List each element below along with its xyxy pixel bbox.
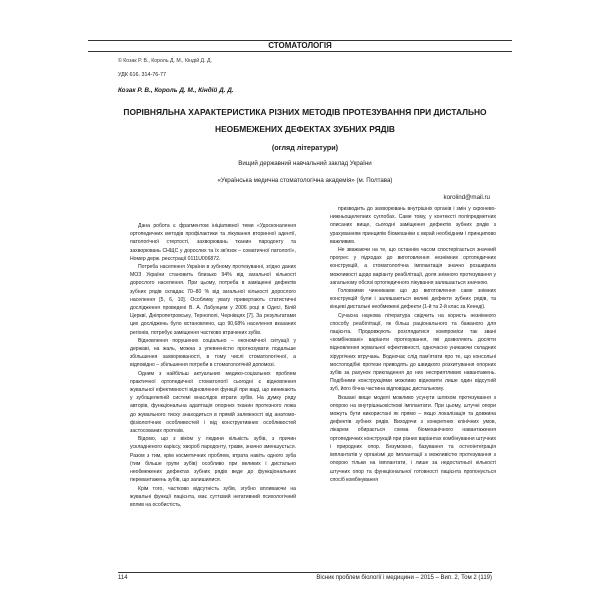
- affiliation-line-1: Вищий державний навчальний заклад України: [238, 160, 372, 167]
- copyright-line: © Козак Р. В., Король Д. М., Кіндій Д. Д.: [118, 58, 212, 64]
- author-email[interactable]: korolind@mail.ru: [443, 194, 490, 201]
- article-title: ПОРІВНЯЛЬНА ХАРАКТЕРИСТИКА РІЗНИХ МЕТОДІВ ПРОТЕЗУВАННЯ ПРИ ДИСТАЛЬНО НЕОБМЕЖЕНИХ ДЕФЕКТАХ ЗУБНИХ РЯДІВ: [123, 107, 487, 134]
- paragraph: Потреба населення України в зубному протезуванні, згідно даних МОЗ України становить близько 94% від загальної кількості дорослого населення. При цьому, потреба в заміщенні дефектів зубних рядів складає 70–80 % від загальної кількості дорослого населення [5, 6, 10]. Особливу увагу привертають статистичні дослідження проведені В. А. Лабунцем у 2006 році в Одесі, Білій Церкві, Дніпропетровську, Тернополі, Чернівцях [7]. За результатами цих досліджень було встановлено, що 90,68% населення вказаних регіонів, потребує заміщення частково втрачених зубів.: [130, 264, 296, 336]
- footer-divider: [118, 572, 492, 573]
- page-number: 114: [118, 575, 128, 581]
- paragraph: Не зважаючи на те, що останнім часом спостерігається значний прогрес у підходах до виготовлення незнімних ортопедичних конструкцій, а стоматологічна імплантація значно розширила можливості щодо варіанту реабілітації, доля знімного протезування у загальному обсязі ортопедичного лікування залишається значною.: [330, 247, 496, 286]
- body-column-left: [130, 222, 296, 557]
- affiliation-line-2: «Українська медична стоматологічна академія» (м. Полтава): [217, 177, 393, 184]
- article-subtitle: (огляд літератури): [271, 143, 339, 152]
- paragraph: Вказані вище моделі можливо усунути шляхом протезування з опорою на внутрішньокісткові імплантати. При цьому, штучні опори можуть бути використані як прямо – якщо локалізація та довжина дефектів зубних рядів. Виходячи з конкретних клінічних умов, лікарем обирається схема біомеханічного навантаження ортопедичних конструкцій при різних варіантах комбінування штучних і природних опор. Безумовно, базування та остеоінтеграція імплантатів у організмі до імплантації з можливістю протезування з опорою тільки на імплантати, і лише за недостатньої кількості штучних опор та функціональної готовності пацієнта пропонується спосіб комбінування: [330, 394, 496, 483]
- body-column-right: [330, 205, 496, 557]
- paragraph: Відомо, що з віком у людини кількість зубів, з причин ускладненого карієсу, хвороб пародонту, травм, значно зменшується. Разом з тим, крім косметичних проблем, втрата навіть одного зуба (тим більше групи зубів) особливо при великих і дистально необмежених дефектах зубних рядів веде до функціональних перевантажень зубів, що залишилися.: [130, 436, 296, 484]
- authors-line: Козак Р. В., Король Д. М., Кіндій Д. Д.: [118, 87, 234, 94]
- paragraph: призводить до захворювань внутрішніх органів і змін у скронево-нижньощелепних суглобах. Саме тому, у контексті поліпредметних описаних вище, сьогодні заміщення дефектів зубних рядів з урахуванням принципів біомеханіки є вкрай необхідним і принципово важливим.: [330, 206, 496, 245]
- paragraph: Сучасна наукова література свідчить на користь незнімного способу реабілітації, як більш раціонального та бажаного для пацієнта. Продовжують розглядатися компроміси так звані «комбіновані» варіанти протезування, які дозволяють досягти відновлення жувальної ефективності, одночасно уникаючи складних хірургічних втручань. Водночас слід пам'ятати про те, що консольні мостоподібні протези приводять до швидкого розхитування опорних зубів за рахунок прикладення до них несприятливих навантажень. Подібними конструкціями можливо відновити лише один відсутній зуб, його бічна частина відповідає дистальному.: [330, 312, 496, 393]
- paragraph: Відновлення порушених соціально – економічної ситуації у державі, на жаль, можна з упевненістю прогнозувати подальше збільшення захворюваності, в тому числі стоматологічної, а відповідно – збільшення потреби в стоматологічній допомозі.: [130, 337, 296, 369]
- journal-citation: Вісник проблем біології і медицини – 2015 – Вип. 2, Том 2 (119): [316, 575, 492, 581]
- udk-code: УДК 616. 314-76-77: [118, 72, 167, 78]
- paragraph: Головними чинниками що до виготовлення саме знімних конструкцій були і залишаються великі дефекти зубних рядів, та кінцеві дистальні необмежені дефекти (1-й та 2-й клас за Кенеді).: [330, 288, 496, 311]
- paragraph: Дана робота є фрагментом ініціативної теми «Удосконалення ортопедичних методів профілактики та лікування вторинної адентії, патологічної стертості, захворювань тканин пародонту та захворювань СНЩС у дорослих та їх зв'язок – соматичної патології», Номер держ. реєстрації 0111U006872.: [130, 223, 296, 262]
- section-header: СТОМАТОЛОГІЯ: [88, 40, 512, 52]
- paragraph: Одним з найбільш актуальних медико-соціальних проблем практичної ортопедичної стоматології сьогодні є відновлення жувальної ефективності відновлення функції при ваді, що виникають у зубощелепній системі внаслідок втрати зубів. На думку ряду авторів, функціональна адаптація опорних тканин протезного ложа до жувального тиску знаходиться в прямій залежності від анатомо-фізіологічних особливостей і від конструктивних особливостей застосованих протезів.: [130, 370, 296, 435]
- paragraph: Крім того, частково відсутність зубів, згубно впливаючи на жувальні функції пацієнта, має суттєвий негативний психологічний вплив на особистість,: [130, 485, 296, 508]
